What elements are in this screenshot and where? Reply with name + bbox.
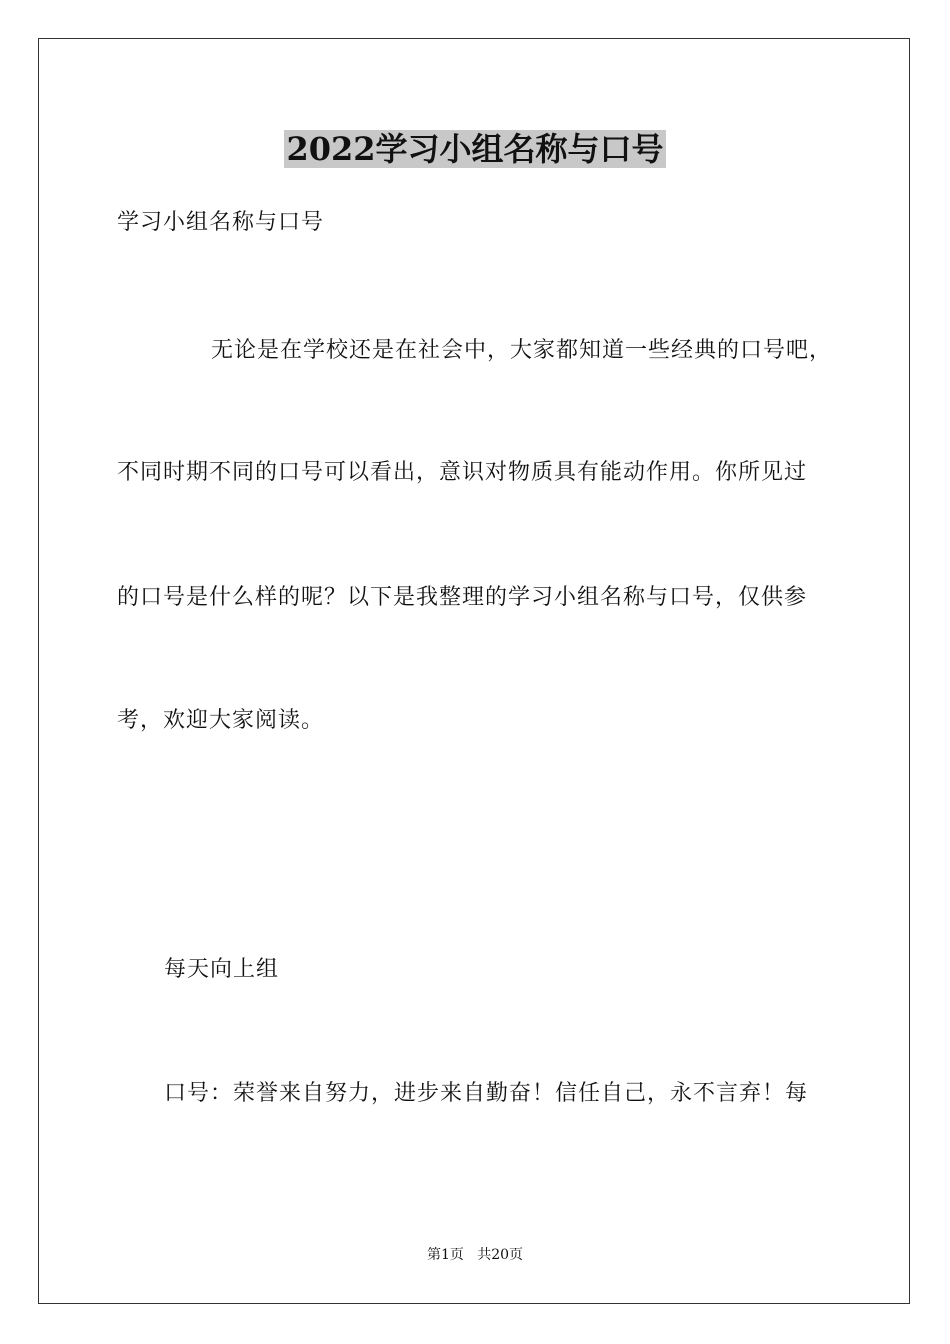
- paragraph-line-4: 考，欢迎大家阅读。: [117, 708, 325, 733]
- paragraph-line-1: 无论是在学校还是在社会中，大家都知道一些经典的口号吧，: [211, 338, 833, 363]
- paragraph-line-2: 不同时期不同的口号可以看出，意识对物质具有能动作用。你所见过: [117, 460, 808, 485]
- slogan-line: 口号：荣誉来自努力，进步来自勤奋！信任自己，永不言弃！每: [164, 1081, 809, 1106]
- page-footer: 第1页 共20页: [426, 1247, 524, 1263]
- paragraph-line-3: 的口号是什么样的呢？以下是我整理的学习小组名称与口号，仅供参: [117, 585, 808, 610]
- group-name-heading: 每天向上组: [164, 957, 280, 982]
- document-title: [0, 127, 950, 171]
- document-subtitle: 学习小组名称与口号: [117, 210, 325, 235]
- document-title-text: 2022学习小组名称与口号: [286, 130, 664, 168]
